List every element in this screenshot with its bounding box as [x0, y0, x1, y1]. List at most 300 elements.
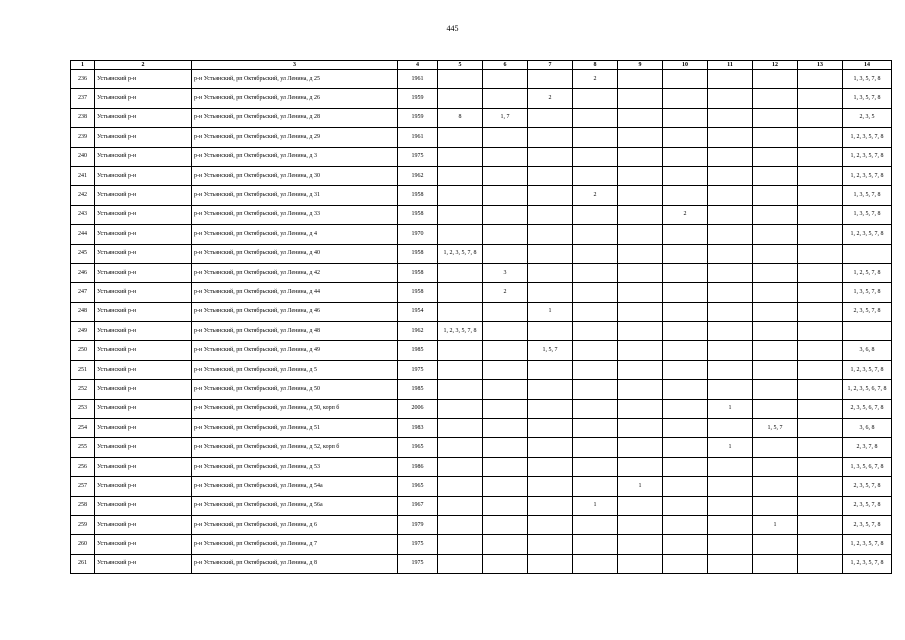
value-cell: [573, 399, 618, 418]
value-cell: [438, 477, 483, 496]
table-row: [71, 128, 892, 147]
value-cell: 1, 3, 5, 7, 8: [843, 70, 892, 89]
value-cell: [663, 515, 708, 534]
column-header: 5: [438, 61, 483, 70]
table-row: [71, 263, 892, 282]
value-cell: [438, 341, 483, 360]
value-cell: [663, 186, 708, 205]
district-cell: Устьянский р-н: [95, 244, 192, 263]
value-cell: [573, 89, 618, 108]
row-number-cell: 245: [71, 244, 95, 263]
page-number: 445: [446, 24, 459, 33]
value-cell: 1: [753, 515, 798, 534]
address-cell: р-н Устьянский, рп Октябрьский, ул Ленина, д 44: [192, 283, 398, 302]
year-cell: 1962: [398, 322, 438, 341]
year-cell: 1979: [398, 515, 438, 534]
address-cell: р-н Устьянский, рп Октябрьский, ул Ленина, д 3: [192, 147, 398, 166]
value-cell: [528, 322, 573, 341]
value-cell: [573, 302, 618, 321]
table-row: [71, 322, 892, 341]
address-cell: р-н Устьянский, рп Октябрьский, ул Ленина, д 6: [192, 515, 398, 534]
value-cell: [483, 399, 528, 418]
value-cell: [753, 302, 798, 321]
value-cell: [798, 535, 843, 554]
table-row: [71, 70, 892, 89]
value-cell: [483, 457, 528, 476]
value-cell: [753, 166, 798, 185]
district-cell: Устьянский р-н: [95, 322, 192, 341]
value-cell: [798, 166, 843, 185]
address-cell: р-н Устьянский, рп Октябрьский, ул Ленина, д 25: [192, 70, 398, 89]
value-cell: [528, 515, 573, 534]
value-cell: [573, 128, 618, 147]
row-number-cell: 252: [71, 380, 95, 399]
value-cell: [438, 128, 483, 147]
value-cell: [843, 322, 892, 341]
table-row: [71, 399, 892, 418]
district-cell: Устьянский р-н: [95, 186, 192, 205]
value-cell: 1, 2, 3, 5, 7, 8: [843, 225, 892, 244]
value-cell: [528, 205, 573, 224]
value-cell: [438, 166, 483, 185]
value-cell: [798, 283, 843, 302]
value-cell: [663, 147, 708, 166]
value-cell: [753, 283, 798, 302]
value-cell: [798, 360, 843, 379]
district-cell: Устьянский р-н: [95, 380, 192, 399]
value-cell: [573, 360, 618, 379]
value-cell: [438, 70, 483, 89]
value-cell: [798, 147, 843, 166]
value-cell: [573, 108, 618, 127]
value-cell: [618, 166, 663, 185]
value-cell: [708, 147, 753, 166]
year-cell: 1983: [398, 419, 438, 438]
value-cell: [438, 535, 483, 554]
district-cell: Устьянский р-н: [95, 263, 192, 282]
value-cell: 1: [618, 477, 663, 496]
value-cell: [618, 263, 663, 282]
value-cell: [753, 380, 798, 399]
address-cell: р-н Устьянский, рп Октябрьский, ул Ленина, д 40: [192, 244, 398, 263]
value-cell: [528, 128, 573, 147]
year-cell: 1975: [398, 147, 438, 166]
value-cell: 8: [438, 108, 483, 127]
value-cell: [753, 89, 798, 108]
value-cell: [618, 457, 663, 476]
address-cell: р-н Устьянский, рп Октябрьский, ул Ленина, д 56а: [192, 496, 398, 515]
value-cell: 1, 2, 5, 7, 8: [843, 263, 892, 282]
column-header: 12: [753, 61, 798, 70]
value-cell: [573, 244, 618, 263]
district-cell: Устьянский р-н: [95, 535, 192, 554]
value-cell: [753, 322, 798, 341]
year-cell: 2006: [398, 399, 438, 418]
value-cell: [663, 419, 708, 438]
value-cell: [843, 244, 892, 263]
value-cell: 1, 2, 3, 5, 7, 8: [843, 147, 892, 166]
value-cell: [708, 322, 753, 341]
value-cell: [528, 186, 573, 205]
value-cell: [573, 322, 618, 341]
value-cell: [663, 535, 708, 554]
row-number-cell: 241: [71, 166, 95, 185]
value-cell: [528, 419, 573, 438]
value-cell: [438, 302, 483, 321]
value-cell: 2, 3, 5, 7, 8: [843, 477, 892, 496]
district-cell: Устьянский р-н: [95, 457, 192, 476]
value-cell: [708, 166, 753, 185]
value-cell: [663, 108, 708, 127]
value-cell: [573, 283, 618, 302]
district-cell: Устьянский р-н: [95, 360, 192, 379]
value-cell: 2, 3, 5, 7, 8: [843, 496, 892, 515]
row-number-cell: 237: [71, 89, 95, 108]
value-cell: 1, 3, 5, 7, 8: [843, 89, 892, 108]
value-cell: [798, 263, 843, 282]
value-cell: 1, 2, 3, 5, 6, 7, 8: [843, 380, 892, 399]
value-cell: [753, 438, 798, 457]
value-cell: [753, 477, 798, 496]
column-header: 13: [798, 61, 843, 70]
row-number-cell: 236: [71, 70, 95, 89]
row-number-cell: 238: [71, 108, 95, 127]
value-cell: [798, 457, 843, 476]
table-row: [71, 554, 892, 573]
value-cell: [483, 244, 528, 263]
district-cell: Устьянский р-н: [95, 108, 192, 127]
year-cell: 1961: [398, 128, 438, 147]
value-cell: [483, 554, 528, 573]
value-cell: [708, 186, 753, 205]
column-header: 6: [483, 61, 528, 70]
value-cell: 1, 2, 3, 5, 7, 8: [438, 322, 483, 341]
year-cell: 1965: [398, 477, 438, 496]
row-number-cell: 242: [71, 186, 95, 205]
value-cell: [483, 360, 528, 379]
district-cell: Устьянский р-н: [95, 515, 192, 534]
value-cell: [708, 108, 753, 127]
value-cell: [438, 515, 483, 534]
address-cell: р-н Устьянский, рп Октябрьский, ул Ленина, д 28: [192, 108, 398, 127]
value-cell: [708, 380, 753, 399]
address-cell: р-н Устьянский, рп Октябрьский, ул Ленина, д 49: [192, 341, 398, 360]
table-row: [71, 535, 892, 554]
column-header: 11: [708, 61, 753, 70]
value-cell: [528, 166, 573, 185]
value-cell: 2: [528, 89, 573, 108]
year-cell: 1959: [398, 108, 438, 127]
value-cell: [663, 89, 708, 108]
value-cell: [708, 244, 753, 263]
row-number-cell: 261: [71, 554, 95, 573]
value-cell: [798, 302, 843, 321]
value-cell: [798, 515, 843, 534]
value-cell: [483, 302, 528, 321]
value-cell: [618, 205, 663, 224]
value-cell: [798, 322, 843, 341]
value-cell: [663, 225, 708, 244]
value-cell: [708, 128, 753, 147]
address-cell: р-н Устьянский, рп Октябрьский, ул Ленина, д 42: [192, 263, 398, 282]
value-cell: [753, 147, 798, 166]
value-cell: [573, 515, 618, 534]
value-cell: [618, 70, 663, 89]
value-cell: [438, 283, 483, 302]
value-cell: 1, 7: [483, 108, 528, 127]
value-cell: [438, 419, 483, 438]
value-cell: [798, 205, 843, 224]
column-header: 4: [398, 61, 438, 70]
district-cell: Устьянский р-н: [95, 438, 192, 457]
address-cell: р-н Устьянский, рп Октябрьский, ул Ленина, д 5: [192, 360, 398, 379]
value-cell: 1, 5, 7: [528, 341, 573, 360]
row-number-cell: 256: [71, 457, 95, 476]
value-cell: [528, 283, 573, 302]
row-number-cell: 253: [71, 399, 95, 418]
value-cell: [798, 225, 843, 244]
table-row: [71, 166, 892, 185]
value-cell: [708, 535, 753, 554]
address-cell: р-н Устьянский, рп Октябрьский, ул Ленина, д 48: [192, 322, 398, 341]
district-cell: Устьянский р-н: [95, 70, 192, 89]
value-cell: [573, 225, 618, 244]
year-cell: 1958: [398, 263, 438, 282]
address-cell: р-н Устьянский, рп Октябрьский, ул Ленина, д 51: [192, 419, 398, 438]
value-cell: [618, 147, 663, 166]
value-cell: [753, 399, 798, 418]
value-cell: [618, 380, 663, 399]
value-cell: [528, 438, 573, 457]
row-number-cell: 257: [71, 477, 95, 496]
column-header: 1: [71, 61, 95, 70]
value-cell: [438, 205, 483, 224]
table-row: [71, 341, 892, 360]
table-row: [71, 147, 892, 166]
district-cell: Устьянский р-н: [95, 341, 192, 360]
district-cell: Устьянский р-н: [95, 496, 192, 515]
value-cell: 1: [528, 302, 573, 321]
year-cell: 1962: [398, 166, 438, 185]
value-cell: [663, 263, 708, 282]
value-cell: [438, 438, 483, 457]
table-body: [71, 70, 892, 574]
value-cell: [798, 70, 843, 89]
value-cell: 1, 3, 5, 7, 8: [843, 186, 892, 205]
value-cell: [708, 283, 753, 302]
value-cell: 2, 3, 5, 6, 7, 8: [843, 399, 892, 418]
value-cell: 1, 2, 3, 5, 7, 8: [843, 554, 892, 573]
value-cell: [708, 302, 753, 321]
value-cell: [798, 399, 843, 418]
value-cell: [573, 166, 618, 185]
value-cell: [618, 515, 663, 534]
value-cell: [483, 419, 528, 438]
value-cell: [573, 263, 618, 282]
value-cell: [708, 554, 753, 573]
row-number-cell: 258: [71, 496, 95, 515]
district-cell: Устьянский р-н: [95, 166, 192, 185]
value-cell: [573, 457, 618, 476]
value-cell: 1, 2, 3, 5, 7, 8: [843, 166, 892, 185]
value-cell: [753, 360, 798, 379]
value-cell: [483, 341, 528, 360]
district-cell: Устьянский р-н: [95, 554, 192, 573]
year-cell: 1970: [398, 225, 438, 244]
year-cell: 1959: [398, 89, 438, 108]
value-cell: [753, 263, 798, 282]
row-number-cell: 248: [71, 302, 95, 321]
year-cell: 1986: [398, 457, 438, 476]
value-cell: 2, 3, 5: [843, 108, 892, 127]
value-cell: [483, 186, 528, 205]
value-cell: 2: [483, 283, 528, 302]
table-row: [71, 89, 892, 108]
value-cell: [798, 419, 843, 438]
value-cell: [663, 360, 708, 379]
table-row: [71, 205, 892, 224]
value-cell: [618, 360, 663, 379]
value-cell: [618, 302, 663, 321]
value-cell: [663, 496, 708, 515]
value-cell: 2: [663, 205, 708, 224]
value-cell: [708, 457, 753, 476]
address-cell: р-н Устьянский, рп Октябрьский, ул Ленина, д 46: [192, 302, 398, 321]
value-cell: 1, 2, 3, 5, 7, 8: [843, 535, 892, 554]
value-cell: [708, 360, 753, 379]
value-cell: [483, 380, 528, 399]
value-cell: [438, 457, 483, 476]
district-cell: Устьянский р-н: [95, 128, 192, 147]
value-cell: [663, 166, 708, 185]
value-cell: [798, 438, 843, 457]
value-cell: [618, 554, 663, 573]
value-cell: 1, 2, 3, 5, 7, 8: [438, 244, 483, 263]
table-row: [71, 360, 892, 379]
value-cell: [663, 70, 708, 89]
header-row: [71, 61, 892, 70]
value-cell: [438, 554, 483, 573]
value-cell: [618, 322, 663, 341]
year-cell: 1975: [398, 535, 438, 554]
value-cell: [618, 108, 663, 127]
value-cell: [618, 419, 663, 438]
table-row: [71, 457, 892, 476]
value-cell: [708, 419, 753, 438]
value-cell: [483, 70, 528, 89]
value-cell: [528, 70, 573, 89]
row-number-cell: 246: [71, 263, 95, 282]
year-cell: 1958: [398, 244, 438, 263]
column-header: 10: [663, 61, 708, 70]
value-cell: [618, 244, 663, 263]
address-cell: р-н Устьянский, рп Октябрьский, ул Ленина, д 50, корп б: [192, 399, 398, 418]
value-cell: [663, 399, 708, 418]
district-cell: Устьянский р-н: [95, 419, 192, 438]
value-cell: [483, 515, 528, 534]
value-cell: [618, 128, 663, 147]
value-cell: [438, 147, 483, 166]
column-header: 9: [618, 61, 663, 70]
table-row: [71, 225, 892, 244]
value-cell: [618, 399, 663, 418]
row-number-cell: 247: [71, 283, 95, 302]
address-cell: р-н Устьянский, рп Октябрьский, ул Ленина, д 31: [192, 186, 398, 205]
value-cell: [438, 399, 483, 418]
row-number-cell: 244: [71, 225, 95, 244]
value-cell: 1: [573, 496, 618, 515]
value-cell: [528, 399, 573, 418]
value-cell: 2, 3, 5, 7, 8: [843, 515, 892, 534]
value-cell: 1: [708, 399, 753, 418]
value-cell: [483, 496, 528, 515]
value-cell: [528, 263, 573, 282]
address-cell: р-н Устьянский, рп Октябрьский, ул Ленина, д 26: [192, 89, 398, 108]
value-cell: [798, 477, 843, 496]
address-cell: р-н Устьянский, рп Октябрьский, ул Ленина, д 54а: [192, 477, 398, 496]
value-cell: [573, 438, 618, 457]
address-cell: р-н Устьянский, рп Октябрьский, ул Ленина, д 50: [192, 380, 398, 399]
value-cell: [663, 457, 708, 476]
value-cell: 1, 2, 3, 5, 7, 8: [843, 128, 892, 147]
value-cell: [618, 89, 663, 108]
value-cell: [483, 147, 528, 166]
value-cell: [483, 205, 528, 224]
value-cell: [798, 380, 843, 399]
value-cell: [573, 419, 618, 438]
row-number-cell: 260: [71, 535, 95, 554]
year-cell: 1985: [398, 341, 438, 360]
value-cell: [753, 128, 798, 147]
housing-table: [70, 60, 892, 574]
value-cell: [528, 244, 573, 263]
value-cell: [618, 341, 663, 360]
table-row: [71, 302, 892, 321]
value-cell: [618, 225, 663, 244]
address-cell: р-н Устьянский, рп Октябрьский, ул Ленина, д 8: [192, 554, 398, 573]
row-number-cell: 255: [71, 438, 95, 457]
column-header: 7: [528, 61, 573, 70]
value-cell: [618, 438, 663, 457]
value-cell: [573, 341, 618, 360]
value-cell: [753, 225, 798, 244]
value-cell: [798, 496, 843, 515]
value-cell: [618, 186, 663, 205]
address-cell: р-н Устьянский, рп Октябрьский, ул Ленина, д 7: [192, 535, 398, 554]
value-cell: [753, 108, 798, 127]
value-cell: [708, 515, 753, 534]
value-cell: 2: [573, 186, 618, 205]
value-cell: [708, 341, 753, 360]
address-cell: р-н Устьянский, рп Октябрьский, ул Ленина, д 29: [192, 128, 398, 147]
year-cell: 1985: [398, 380, 438, 399]
value-cell: [798, 341, 843, 360]
district-cell: Устьянский р-н: [95, 283, 192, 302]
address-cell: р-н Устьянский, рп Октябрьский, ул Ленина, д 4: [192, 225, 398, 244]
value-cell: [753, 496, 798, 515]
row-number-cell: 240: [71, 147, 95, 166]
address-cell: р-н Устьянский, рп Октябрьский, ул Ленина, д 33: [192, 205, 398, 224]
column-header: 2: [95, 61, 192, 70]
value-cell: [483, 89, 528, 108]
value-cell: [708, 496, 753, 515]
value-cell: [798, 89, 843, 108]
value-cell: [663, 380, 708, 399]
table-row: [71, 438, 892, 457]
value-cell: [663, 302, 708, 321]
value-cell: [663, 477, 708, 496]
value-cell: [663, 341, 708, 360]
